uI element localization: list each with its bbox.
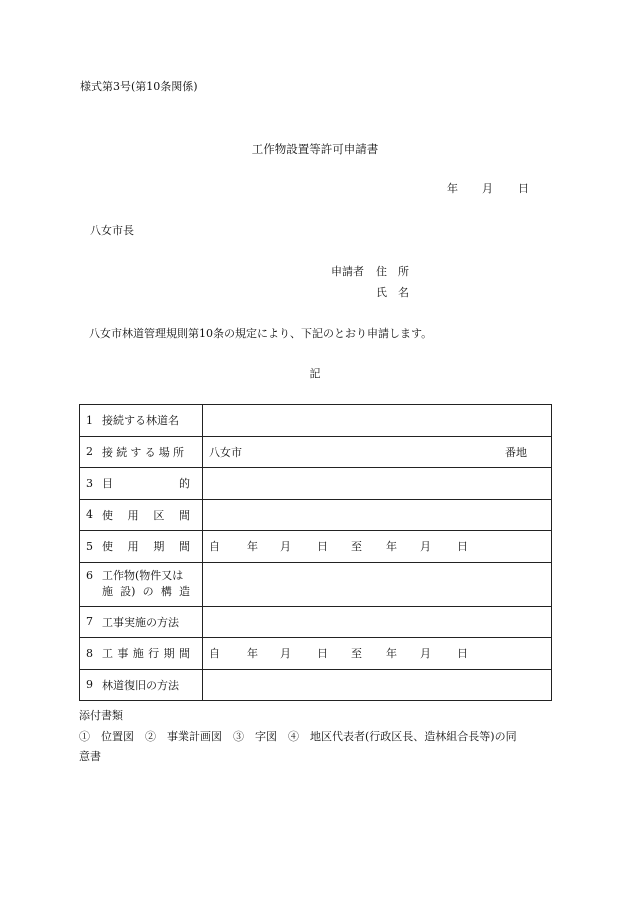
attachments-heading: 添付書類 — [79, 709, 123, 722]
row-label — [80, 562, 203, 606]
row-label-text: 接続する林道名 — [102, 414, 179, 428]
purpose-field[interactable] — [203, 468, 552, 500]
attachment-item: ① 位置図 — [79, 730, 134, 743]
structure-field[interactable] — [203, 562, 552, 606]
attachment-item: ③ 字図 — [233, 730, 277, 743]
application-items-table — [79, 404, 552, 701]
attachment-item: ④ 地区代表者(行政区長、造林組合長等)の同 — [288, 730, 517, 743]
table-row — [80, 606, 552, 638]
table-row — [80, 405, 552, 437]
attachments-list-continuation: 意書 — [79, 750, 101, 763]
row-label — [80, 669, 203, 701]
table-row — [80, 499, 552, 531]
connection-location-field[interactable] — [203, 436, 552, 468]
row-label — [80, 405, 203, 437]
row-label — [80, 499, 203, 531]
table-row — [80, 669, 552, 701]
row-label-text: 使 用 区 間 — [102, 508, 190, 522]
row-number: 7 — [86, 615, 93, 629]
attachment-item: ② 事業計画図 — [145, 730, 222, 743]
row-number: 5 — [86, 539, 93, 553]
usage-section-field[interactable] — [203, 499, 552, 531]
row-number: 6 — [86, 569, 93, 582]
row-label — [80, 531, 203, 563]
form-number: 様式第3号(第10条関係) — [80, 80, 198, 93]
construction-period-field[interactable] — [203, 638, 552, 670]
road-restoration-method-field[interactable] — [203, 669, 552, 701]
row-label-text: 工作物(物件又は — [102, 569, 184, 582]
date-day-label: 日 — [518, 182, 529, 195]
row-label-text: 林道復旧の方法 — [102, 678, 179, 692]
city-prefix: 八女市 — [209, 445, 242, 459]
table-row — [80, 468, 552, 500]
row-label-text: 使 用 期 間 — [102, 540, 190, 554]
row-number: 4 — [86, 508, 93, 522]
usage-period-field[interactable] — [203, 531, 552, 563]
table-row — [80, 531, 552, 563]
period-template: 自 年 月 日 至 年 月 日 — [209, 647, 468, 661]
application-statement: 八女市林道管理規則第10条の規定により、下記のとおり申請します。 — [89, 327, 433, 340]
row-label-text-line2: 施 設) の 構 造 — [102, 585, 190, 598]
row-label — [80, 638, 203, 670]
table-row — [80, 436, 552, 468]
forest-road-name-field[interactable] — [203, 405, 552, 437]
row-number: 2 — [86, 445, 93, 459]
address-label: 住 所 — [376, 265, 409, 278]
row-label-text: 接続する場所 — [102, 445, 188, 459]
applicant-label: 申請者 — [331, 265, 364, 278]
row-number: 8 — [86, 646, 93, 660]
row-label — [80, 606, 203, 638]
row-label-text: 工事実施の方法 — [102, 615, 179, 629]
row-label — [80, 436, 203, 468]
row-number: 9 — [86, 678, 93, 692]
date-month-label: 月 — [482, 182, 493, 195]
construction-method-field[interactable] — [203, 606, 552, 638]
table-row — [80, 562, 552, 606]
ki-heading: 記 — [309, 367, 321, 380]
row-label-text: 目 的 — [102, 477, 190, 491]
name-label: 氏 名 — [376, 286, 409, 299]
banchi-suffix: 番地 — [505, 445, 527, 459]
row-label-text: 工 事 施 行 期 間 — [102, 647, 190, 661]
row-number: 3 — [86, 476, 93, 490]
row-number: 1 — [86, 413, 93, 427]
table-row — [80, 638, 552, 670]
attachments-list — [79, 730, 517, 744]
period-template: 自 年 月 日 至 年 月 日 — [209, 540, 468, 554]
addressee: 八女市長 — [90, 224, 134, 237]
date-year-label: 年 — [447, 182, 458, 195]
row-label — [80, 468, 203, 500]
document-title: 工作物設置等許可申請書 — [251, 142, 379, 156]
